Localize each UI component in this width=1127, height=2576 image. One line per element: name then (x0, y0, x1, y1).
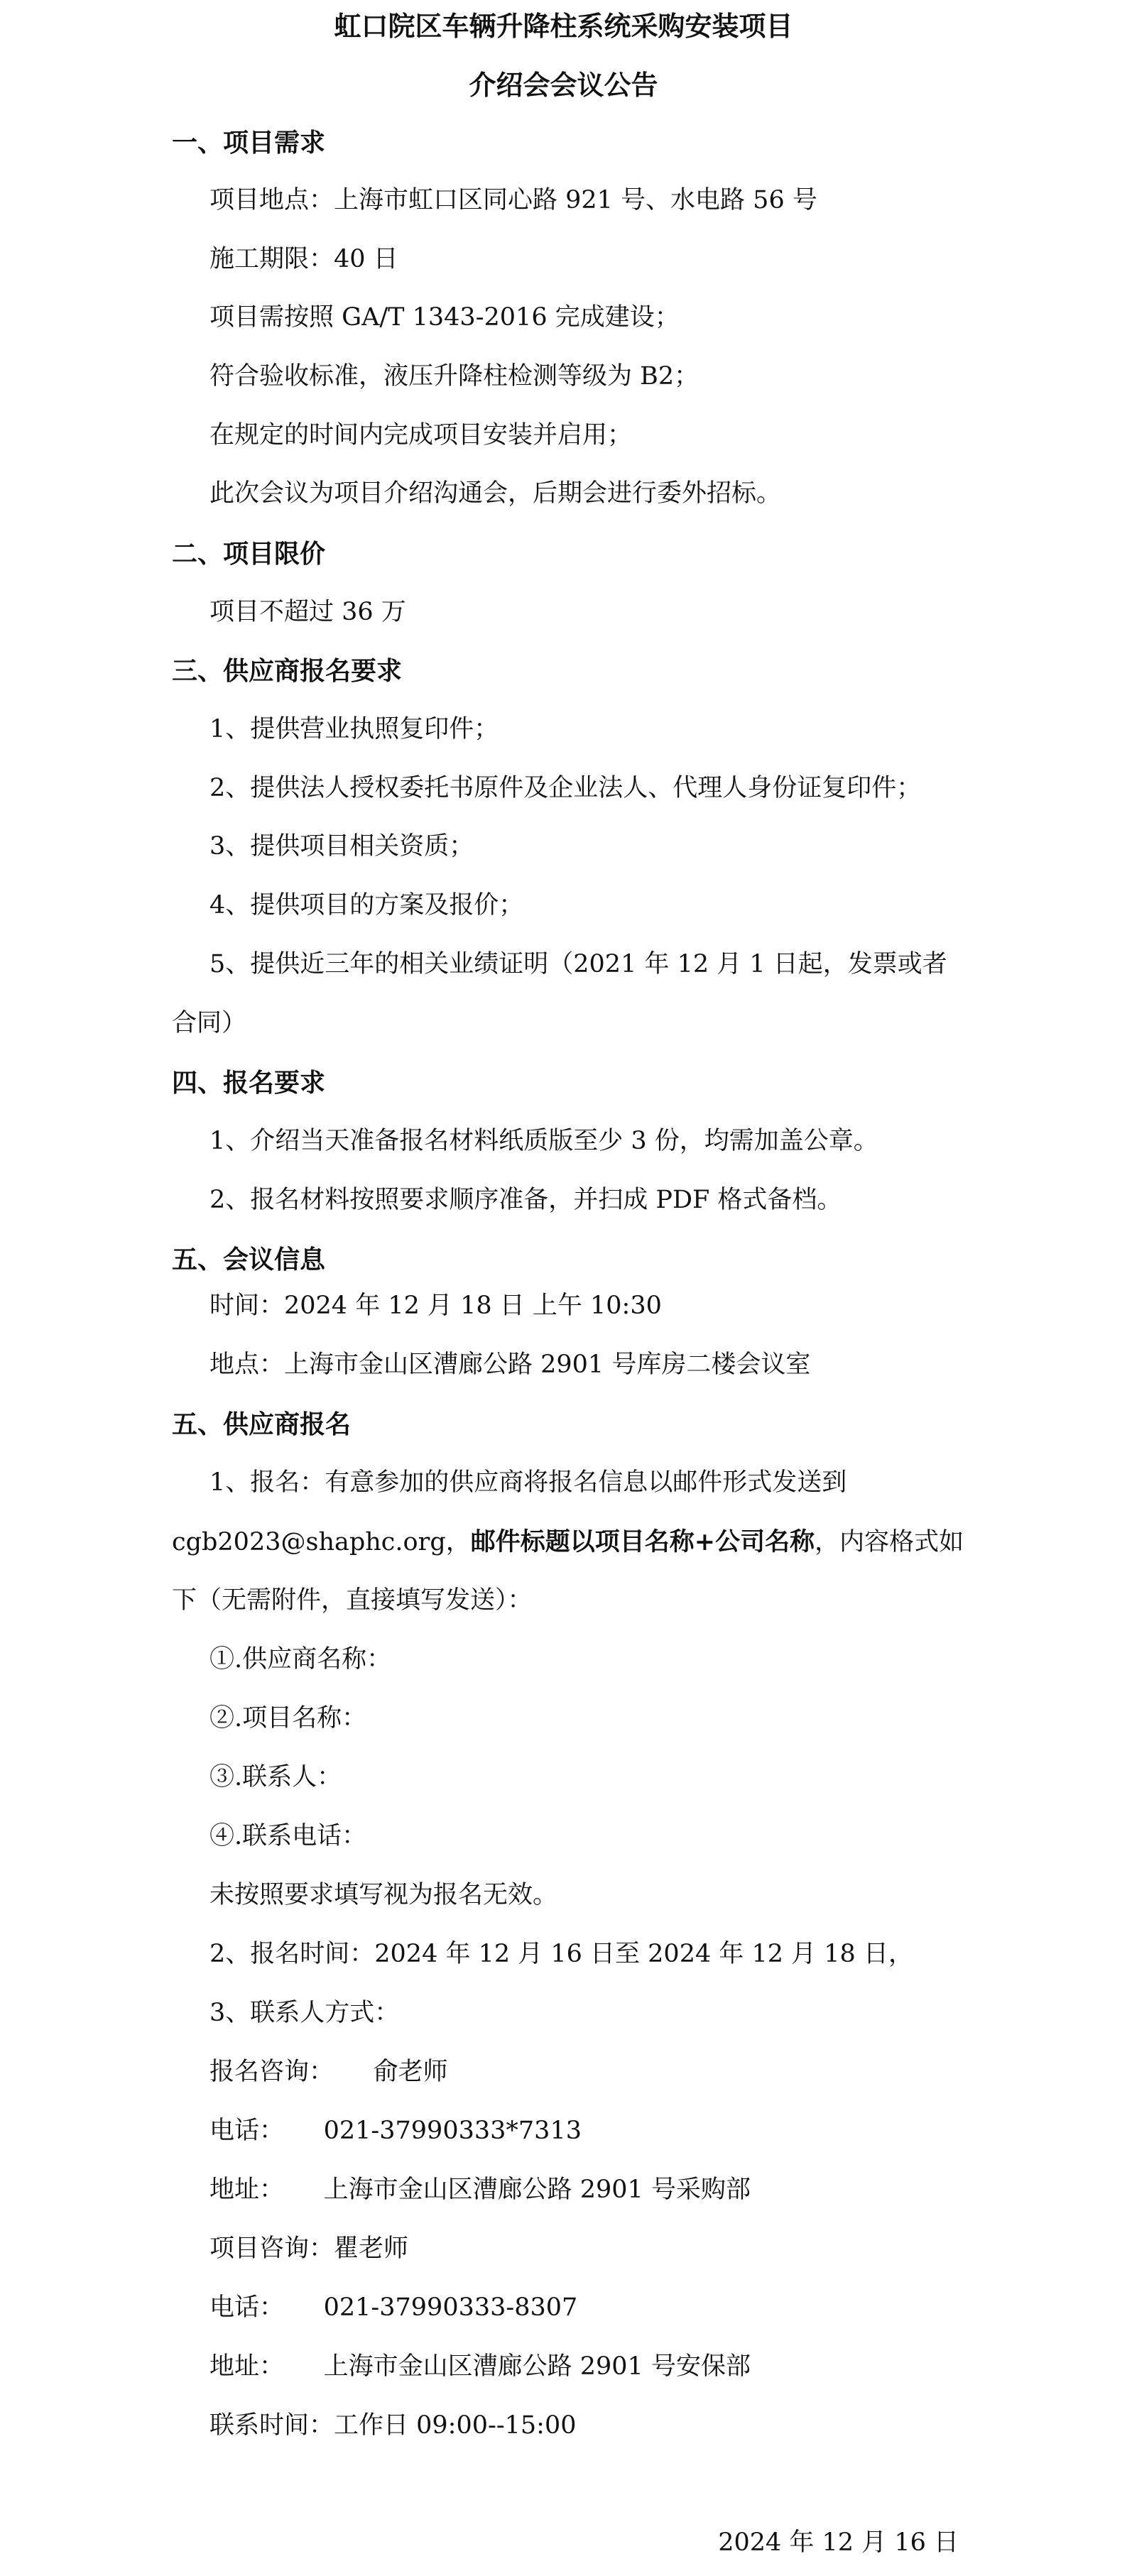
email-subject-format: 邮件标题以项目名称+公司名称 (470, 1527, 815, 1556)
meeting-location: 地点：上海市金山区漕廊公路 2901 号库房二楼会议室 (209, 1350, 811, 1379)
construction-period: 施工期限：40 日 (209, 245, 398, 273)
contact-hours: 联系时间：工作日 09:00--15:00 (209, 2411, 577, 2440)
registration-consult-contact: 报名咨询： 俞老师 (209, 2058, 448, 2086)
project-consult-contact: 项目咨询：瞿老师 (209, 2234, 409, 2263)
registration-requirement-item: 1、介绍当天准备报名材料纸质版至少 3 份，均需加盖公章。 (209, 1127, 878, 1155)
supplier-requirement-item: 2、提供法人授权委托书原件及企业法人、代理人身份证复印件； (209, 774, 922, 802)
standard-requirement: 项目需按照 GA/T 1343-2016 完成建设； (209, 303, 680, 332)
section-heading-registration-requirements: 四、报名要求 (172, 1068, 326, 1098)
meeting-time: 时间：2024 年 12 月 18 日 上午 10:30 (209, 1292, 662, 1320)
project-consult-phone: 电话： 021-37990333-8307 (209, 2293, 578, 2322)
supplier-requirement-item: 3、提供项目相关资质； (209, 832, 474, 861)
form-field-contact-phone: ④.联系电话： (209, 1822, 367, 1850)
registration-consult-address: 地址： 上海市金山区漕廊公路 2901 号采购部 (209, 2176, 751, 2204)
supplier-requirement-item: 4、提供项目的方案及报价； (209, 891, 524, 919)
supplier-requirement-item: 5、提供近三年的相关业绩证明（2021 年 12 月 1 日起，发票或者 (209, 950, 947, 978)
price-limit: 项目不超过 36 万 (209, 598, 406, 626)
registration-consult-phone: 电话： 021-37990333*7313 (209, 2117, 582, 2145)
registration-requirement-item: 2、报名材料按照要求顺序准备，并扫成 PDF 格式备档。 (209, 1186, 842, 1214)
registration-email-link[interactable]: cgb2023@shaphc.org， (172, 1528, 471, 1556)
registration-instruction: 1、报名：有意参加的供应商将报名信息以邮件形式发送到 (209, 1468, 847, 1497)
supplier-requirement-item: 1、提供营业执照复印件； (209, 715, 499, 743)
registration-email-line (172, 1529, 964, 1555)
content-format-text: ，内容格式如 (815, 1528, 964, 1556)
doc-title-line2: 介绍会会议公告 (469, 69, 658, 101)
acceptance-requirement: 符合验收标准，液压升降柱检测等级为 B2； (209, 362, 699, 391)
project-location: 项目地点：上海市虹口区同心路 921 号、水电路 56 号 (209, 186, 817, 214)
section-heading-supplier-requirements: 三、供应商报名要求 (172, 656, 403, 686)
announcement-date: 2024 年 12 月 16 日 (718, 2528, 959, 2557)
project-consult-address: 地址： 上海市金山区漕廊公路 2901 号安保部 (209, 2352, 751, 2381)
form-field-project-name: ②.项目名称： (209, 1704, 367, 1732)
meeting-purpose: 此次会议为项目介绍沟通会，后期会进行委外招标。 (209, 479, 782, 508)
section-heading-price-limit: 二、项目限价 (172, 539, 326, 569)
registration-period: 2、报名时间：2024 年 12 月 16 日至 2024 年 12 月 18 日， (209, 1940, 913, 1968)
section-heading-requirements: 一、项目需求 (172, 128, 326, 158)
invalid-registration-note: 未按照要求填写视为报名无效。 (209, 1881, 558, 1909)
contact-methods-heading: 3、联系人方式： (209, 1999, 400, 2027)
registration-format-note: 下（无需附件，直接填写发送）： (172, 1586, 533, 1615)
section-heading-supplier-registration: 五、供应商报名 (172, 1409, 352, 1439)
form-field-contact-person: ③.联系人： (209, 1763, 342, 1791)
form-field-supplier-name: ①.供应商名称： (209, 1645, 392, 1674)
schedule-requirement: 在规定的时间内完成项目安装并启用； (209, 421, 633, 449)
doc-title-line1: 虹口院区车辆升降柱系统采购安装项目 (334, 10, 793, 42)
supplier-requirement-continuation: 合同） (172, 1009, 247, 1037)
section-heading-meeting-info: 五、会议信息 (172, 1245, 326, 1275)
